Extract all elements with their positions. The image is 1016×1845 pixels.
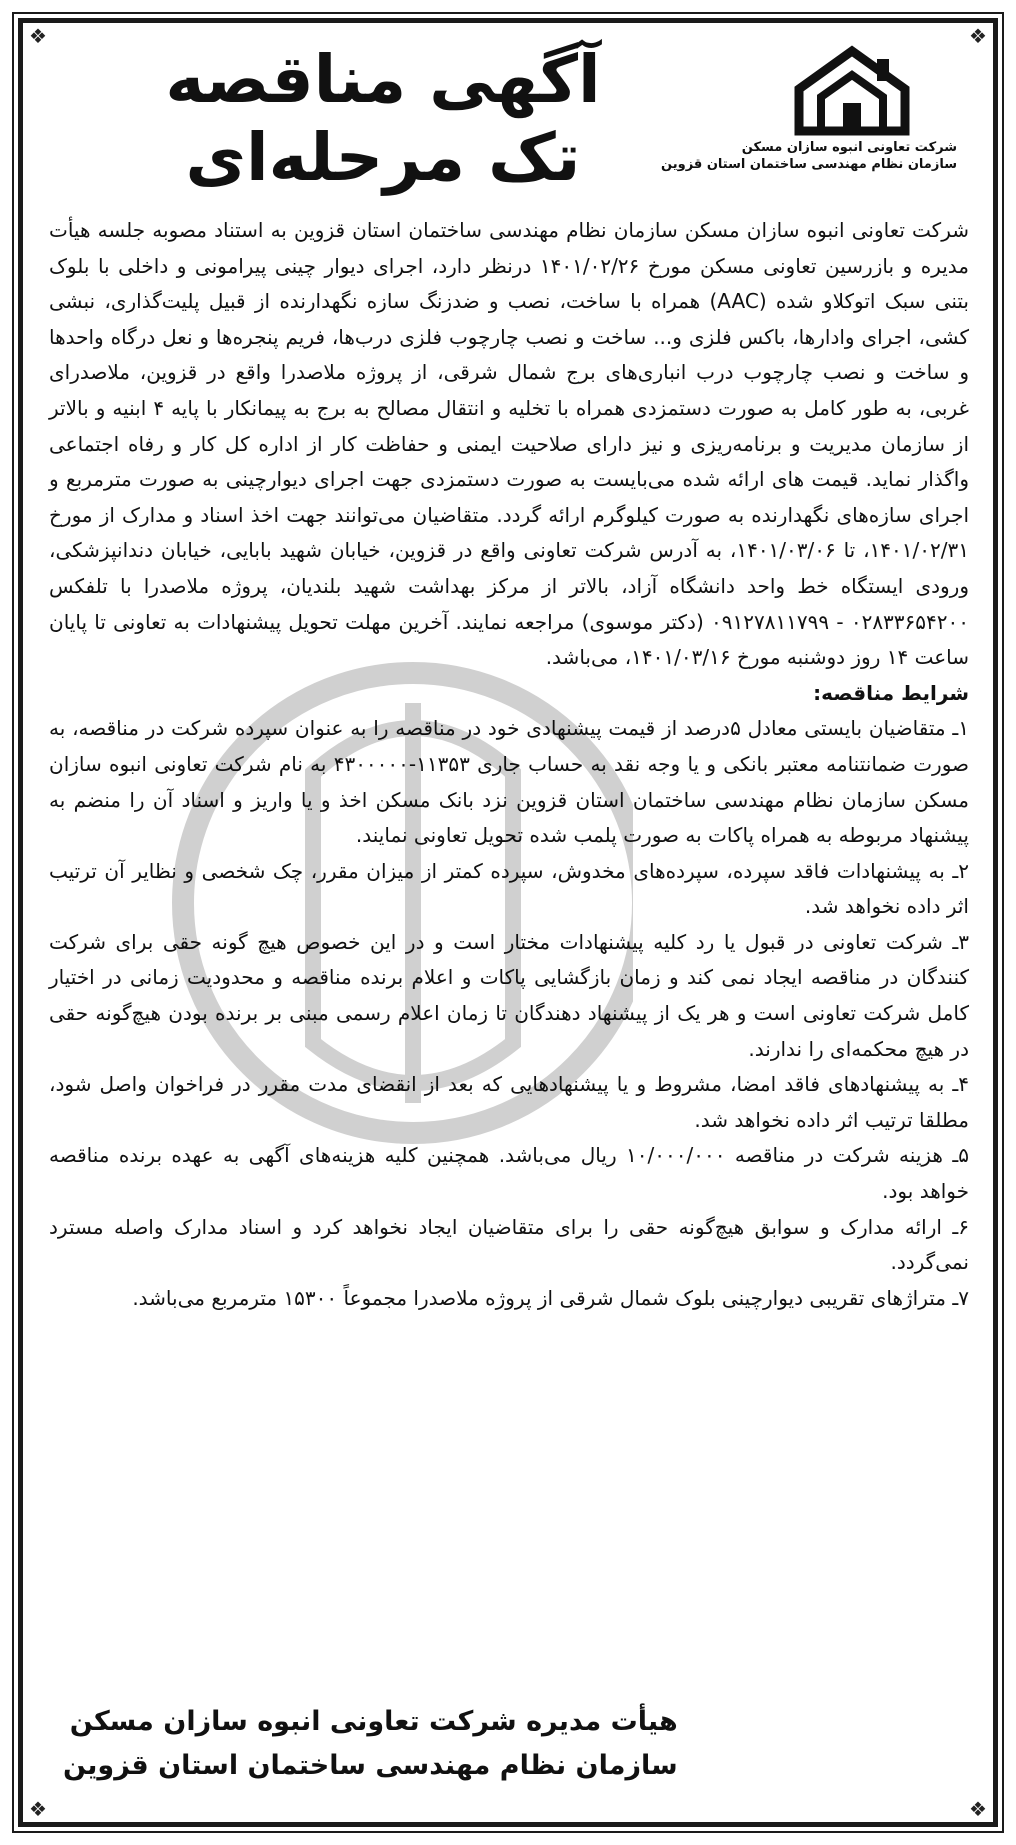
notice-title [103, 41, 663, 197]
intro-paragraph: شرکت تعاونی انبوه سازان مسکن سازمان نظام مهندسی ساختمان استان قزوین به استناد مصوبه جلسه هیأت مدیره و بازرسین تعاونی مسکن مورخ ۱۴۰۱/۰۲/۲۶ درنظر دارد، اجرای دیوار چینی پیرامونی و داخلی با بلوک بتنی سبک اتوکلاو شده (AAC) همراه با ساخت، نصب و ضدزنگ سازه نگهدارنده از قبیل پلیت‌گذاری، نبشی کشی، اجرای وادارها، باکس فلزی و... ساخت و نصب چارچوب فلزی درب‌ها، فریم پنجره‌ها و نعل درگاه واحدها و ساخت و نصب چارچوب درب انباری‌های برج شمال شرقی، از پروژه ملاصدرا واقع در قزوین، ملاصدرای غربی، به طور کامل به صورت دستمزدی همراه با تخلیه و انتقال مصالح به برج به پیمانکار با پایه ۴ ابنیه و بالاتر از سازمان مدیریت و برنامه‌ریزی و نیز دارای صلاحیت ایمنی و حفاظت کار از اداره کل کار و رفاه اجتماعی واگذار نماید. قیمت های ارائه شده می‌بایست به صورت دستمزدی جهت اجرای دیوارچینی به صورت مترمربع و اجرای سازه‌های نگهدارنده به صورت کیلوگرم ارائه گردد. متقاضیان می‌توانند جهت اخذ اسناد و مدارک از مورخ ۱۴۰۱/۰۲/۳۱، تا ۱۴۰۱/۰۳/۰۶، به آدرس شرکت تعاونی واقع در قزوین، خیابان شهید بابایی، خیابان دندانپزشکی، ورودی ایستگاه خط واحد دانشگاه آزاد، بالاتر از مرکز بهداشت شهید بلندیان، پروژه ملاصدرا با تلفکس ۰۲۸۳۳۶۵۴۲۰۰ - ۰۹۱۲۷۸۱۱۷۹۹ (دکتر موسوی) مراجعه نمایند. آخرین مهلت تحویل پیشنهادات به تعاونی تا پایان ساعت ۱۴ روز دوشنبه مورخ ۱۴۰۱/۰۳/۱۶، می‌باشد. [49, 218, 969, 670]
conditions-title: شرایط مناقصه: [813, 680, 969, 705]
condition-item: ۲ـ به پیشنهادات فاقد سپرده، سپرده‌های مخدوش، سپرده کمتر از میزان مقرر، چک شخصی و نظایر آن ترتیب اثر داده نخواهد شد. [49, 858, 969, 919]
corner-ornament-icon: ❖ [29, 1797, 47, 1821]
condition-item: ۶ـ ارائه مدارک و سوابق هیچ‌گونه حقی را برای متقاضیان ایجاد نخواهد کرد و اسناد مدارک واصله مسترد نمی‌گردد. [49, 1214, 969, 1275]
corner-ornament-icon: ❖ [969, 24, 987, 48]
condition-item: ۷ـ متراژهای تقریبی دیوارچینی بلوک شمال شرقی از پروژه ملاصدرا مجموعاً ۱۵۳۰۰ مترمربع می‌باشد. [132, 1285, 969, 1310]
signature-line-1: هیأت مدیره شرکت تعاونی انبوه سازان مسکن [69, 1706, 678, 1737]
notice-frame [18, 18, 998, 1827]
logo-organization-name: سازمان نظام مهندسی ساختمان استان قزوین [661, 157, 957, 172]
logo-company-name: شرکت تعاونی انبوه سازان مسکن [741, 140, 957, 155]
condition-item: ۵ـ هزینه شرکت در مناقصه ۱۰/۰۰۰/۰۰۰ ریال می‌باشد. همچنین کلیه هزینه‌های آگهی به عهده برنده مناقصه خواهد بود. [49, 1143, 969, 1204]
title-line-1: آگهی مناقصه [165, 41, 601, 118]
notice-header [23, 23, 993, 213]
condition-item: ۴ـ به پیشنهادهای فاقد امضا، مشروط و یا پیشنهادهایی که بعد از انقضای مدت مقرر در فراخوان واصل شود، مطلقا ترتیب اثر داده نخواهد شد. [49, 1072, 969, 1132]
signature-block [63, 1700, 678, 1788]
condition-item: ۳ـ شرکت تعاونی در قبول یا رد کلیه پیشنهادات مختار است و در این خصوص هیچ گونه حقی برای شرکت کنندگان در مناقصه ایجاد نمی کند و زمان بازگشایی پاکات و اعلام برنده مناقصه و محدودیت زمانی در اختیار کامل شرکت تعاونی است و هر یک از پیشنهاد دهندگان تا زمان اعلام رسمی مبنی بر برنده بودن هیچ‌گونه حقی در هیچ محکمه‌ای را ندارند. [49, 929, 969, 1061]
house-logo-icon [787, 39, 917, 139]
condition-item: ۱ـ متقاضیان بایستی معادل ۵درصد از قیمت پیشنهادی خود در مناقصه را به عنوان سپرده شرکت در مناقصه، به صورت ضمانتنامه معتبر بانکی و یا وجه نقد به حساب جاری ۱۱۳۵۳-۴۳۰۰۰۰۰ به نام شرکت تعاونی انبوه سازان مسکن سازمان نظام مهندسی ساختمان استان قزوین نزد بانک مسکن اخذ و یا واریز و اسناد آن را منضم به پیشنهاد مربوطه به همراه پاکات به صورت پلمب شده تحویل تعاونی نمایند. [49, 716, 970, 848]
corner-ornament-icon: ❖ [969, 1797, 987, 1821]
signature-line-2: سازمان نظام مهندسی ساختمان استان قزوین [63, 1750, 678, 1781]
corner-ornament-icon: ❖ [29, 24, 47, 48]
notice-body [23, 213, 993, 1316]
company-logo [661, 39, 957, 173]
title-line-2: تک مرحله‌ای [185, 119, 581, 196]
